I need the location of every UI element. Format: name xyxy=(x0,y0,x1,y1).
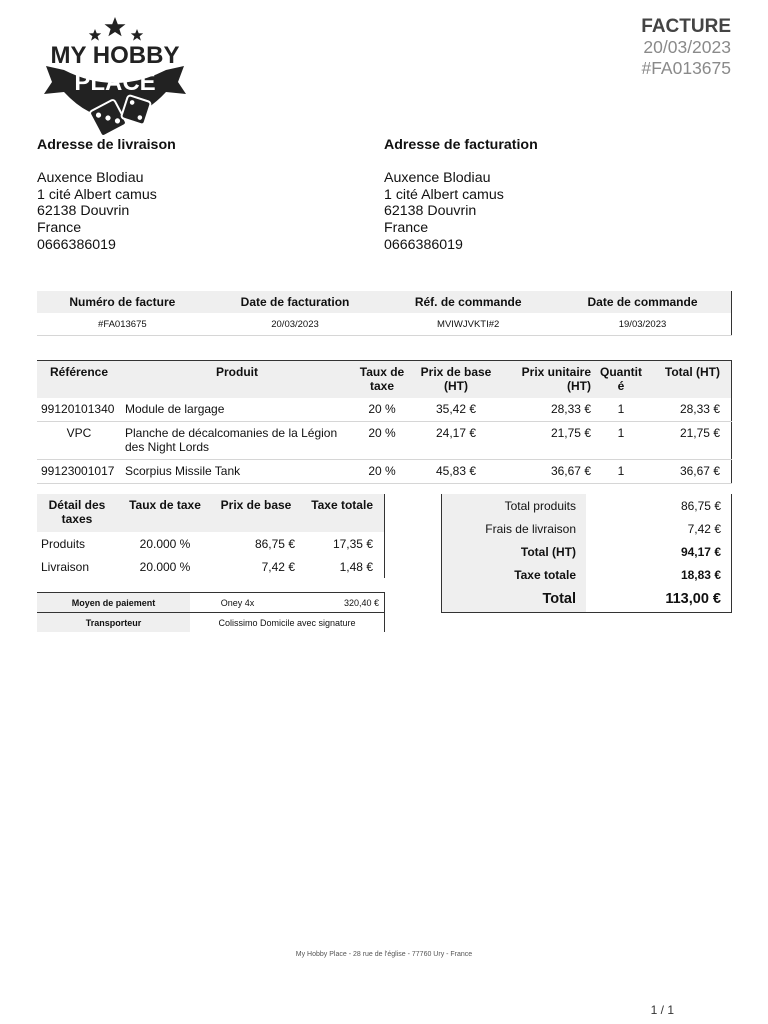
order-info-value: 20/03/2023 xyxy=(208,313,383,336)
tax-detail-table xyxy=(37,494,385,578)
payment-amount: 320,40 € xyxy=(285,593,384,613)
grand-total-value: 113,00 € xyxy=(665,591,721,607)
carrier-value: Colissimo Domicile avec signature xyxy=(190,613,385,633)
delivery-address xyxy=(37,137,176,254)
order-info-value: 19/03/2023 xyxy=(554,313,731,336)
tax-col-header: Détail des taxes xyxy=(37,494,117,532)
delivery-name: Auxence Blodiau xyxy=(37,169,144,186)
delivery-street: 1 cité Albert camus xyxy=(37,186,157,203)
cell-reference: 99123001017 xyxy=(37,460,121,484)
shipping-value: 7,42 € xyxy=(687,521,721,536)
cell-base-price: 35,42 € xyxy=(411,398,501,422)
grand-total-label: Total xyxy=(442,586,587,613)
logo-text-line2: PLACE xyxy=(74,69,156,96)
table-row xyxy=(37,422,732,460)
col-header-reference: Référence xyxy=(37,361,121,399)
total-ht-label: Total (HT) xyxy=(442,540,587,563)
billing-city: 62138 Douvrin xyxy=(384,203,477,220)
payment-table xyxy=(37,592,385,632)
totals-table xyxy=(441,494,732,613)
billing-phone: 0666386019 xyxy=(384,236,463,253)
cell-product: Planche de décalcomanies de la Légion des Night Lords xyxy=(121,422,353,460)
tax-amount: 17,35 € xyxy=(299,532,385,555)
delivery-address-heading: Adresse de livraison xyxy=(37,137,176,153)
delivery-country: France xyxy=(37,220,82,237)
total-products-label: Total produits xyxy=(442,494,587,517)
order-info-table xyxy=(37,291,732,336)
cell-tax-rate: 20 % xyxy=(353,398,411,422)
payment-method-label: Moyen de paiement xyxy=(37,593,190,613)
page-indicator: 1 / 1 xyxy=(650,1003,674,1017)
cell-base-price: 45,83 € xyxy=(411,460,501,484)
table-row xyxy=(37,532,385,555)
tax-col-header: Taux de taxe xyxy=(117,494,213,532)
cell-base-price: 24,17 € xyxy=(411,422,501,460)
cell-quantity: 1 xyxy=(595,460,647,484)
table-row xyxy=(37,555,385,578)
cell-total: 36,67 € xyxy=(647,460,732,484)
order-info-header: Numéro de facture xyxy=(37,291,208,313)
total-tax-label: Taxe totale xyxy=(442,563,587,586)
cell-tax-rate: 20 % xyxy=(353,422,411,460)
cell-quantity: 1 xyxy=(595,398,647,422)
col-header-total: Total (HT) xyxy=(647,361,732,399)
logo-text-line1: MY HOBBY xyxy=(50,42,180,69)
cell-unit-price: 21,75 € xyxy=(501,422,595,460)
cell-quantity: 1 xyxy=(595,422,647,460)
table-row xyxy=(37,398,732,422)
cell-total: 28,33 € xyxy=(647,398,732,422)
order-info-value: MVIWJVKTI#2 xyxy=(382,313,554,336)
col-header-unit-price: Prix unitaire (HT) xyxy=(501,361,595,399)
tax-base: 86,75 € xyxy=(254,536,295,551)
star-icon xyxy=(89,29,101,41)
col-header-base-price: Prix de base (HT) xyxy=(411,361,501,399)
products-table xyxy=(37,360,732,484)
tax-label: Livraison xyxy=(41,559,90,574)
col-header-tax-rate: Taux de taxe xyxy=(353,361,411,399)
invoice-header xyxy=(641,16,731,79)
tax-col-header: Taxe totale xyxy=(299,494,385,532)
order-info-header: Réf. de commande xyxy=(382,291,554,313)
delivery-phone: 0666386019 xyxy=(37,236,116,253)
invoice-date: 20/03/2023 xyxy=(643,37,731,57)
tax-rate: 20.000 % xyxy=(139,536,191,551)
total-ht-value: 94,17 € xyxy=(680,544,721,559)
billing-country: France xyxy=(384,220,429,237)
cell-reference: VPC xyxy=(37,422,121,460)
cell-total: 21,75 € xyxy=(647,422,732,460)
billing-street: 1 cité Albert camus xyxy=(384,186,504,203)
star-icon xyxy=(105,17,126,36)
tax-base: 7,42 € xyxy=(261,559,295,574)
billing-address-heading: Adresse de facturation xyxy=(384,137,538,153)
tax-amount: 1,48 € xyxy=(299,555,385,578)
total-products-value: 86,75 € xyxy=(680,498,721,513)
delivery-city: 62138 Douvrin xyxy=(37,203,130,220)
cell-unit-price: 36,67 € xyxy=(501,460,595,484)
brand-logo xyxy=(42,14,188,138)
billing-address xyxy=(384,137,538,254)
tax-rate: 20.000 % xyxy=(139,559,191,574)
invoice-title: FACTURE xyxy=(641,16,731,37)
carrier-label: Transporteur xyxy=(37,613,190,633)
cell-product: Scorpius Missile Tank xyxy=(121,460,353,484)
shipping-label: Frais de livraison xyxy=(442,517,587,540)
order-info-header: Date de commande xyxy=(554,291,731,313)
cell-unit-price: 28,33 € xyxy=(501,398,595,422)
order-info-value: #FA013675 xyxy=(37,313,208,336)
order-info-header: Date de facturation xyxy=(208,291,383,313)
payment-method: Oney 4x xyxy=(220,597,255,608)
cell-reference: 99120101340 xyxy=(37,398,121,422)
tax-label: Produits xyxy=(41,536,86,551)
star-icon xyxy=(131,29,143,41)
col-header-quantity: Quantité xyxy=(595,361,647,399)
table-row xyxy=(37,460,732,484)
cell-product: Module de largage xyxy=(121,398,353,422)
col-header-product: Produit xyxy=(121,361,353,399)
footer-address: My Hobby Place - 28 rue de l'église - 77760 Ury - France xyxy=(295,951,473,958)
tax-col-header: Prix de base xyxy=(213,494,299,532)
invoice-number: #FA013675 xyxy=(641,58,731,78)
billing-name: Auxence Blodiau xyxy=(384,169,491,186)
cell-tax-rate: 20 % xyxy=(353,460,411,484)
total-tax-value: 18,83 € xyxy=(680,567,721,582)
